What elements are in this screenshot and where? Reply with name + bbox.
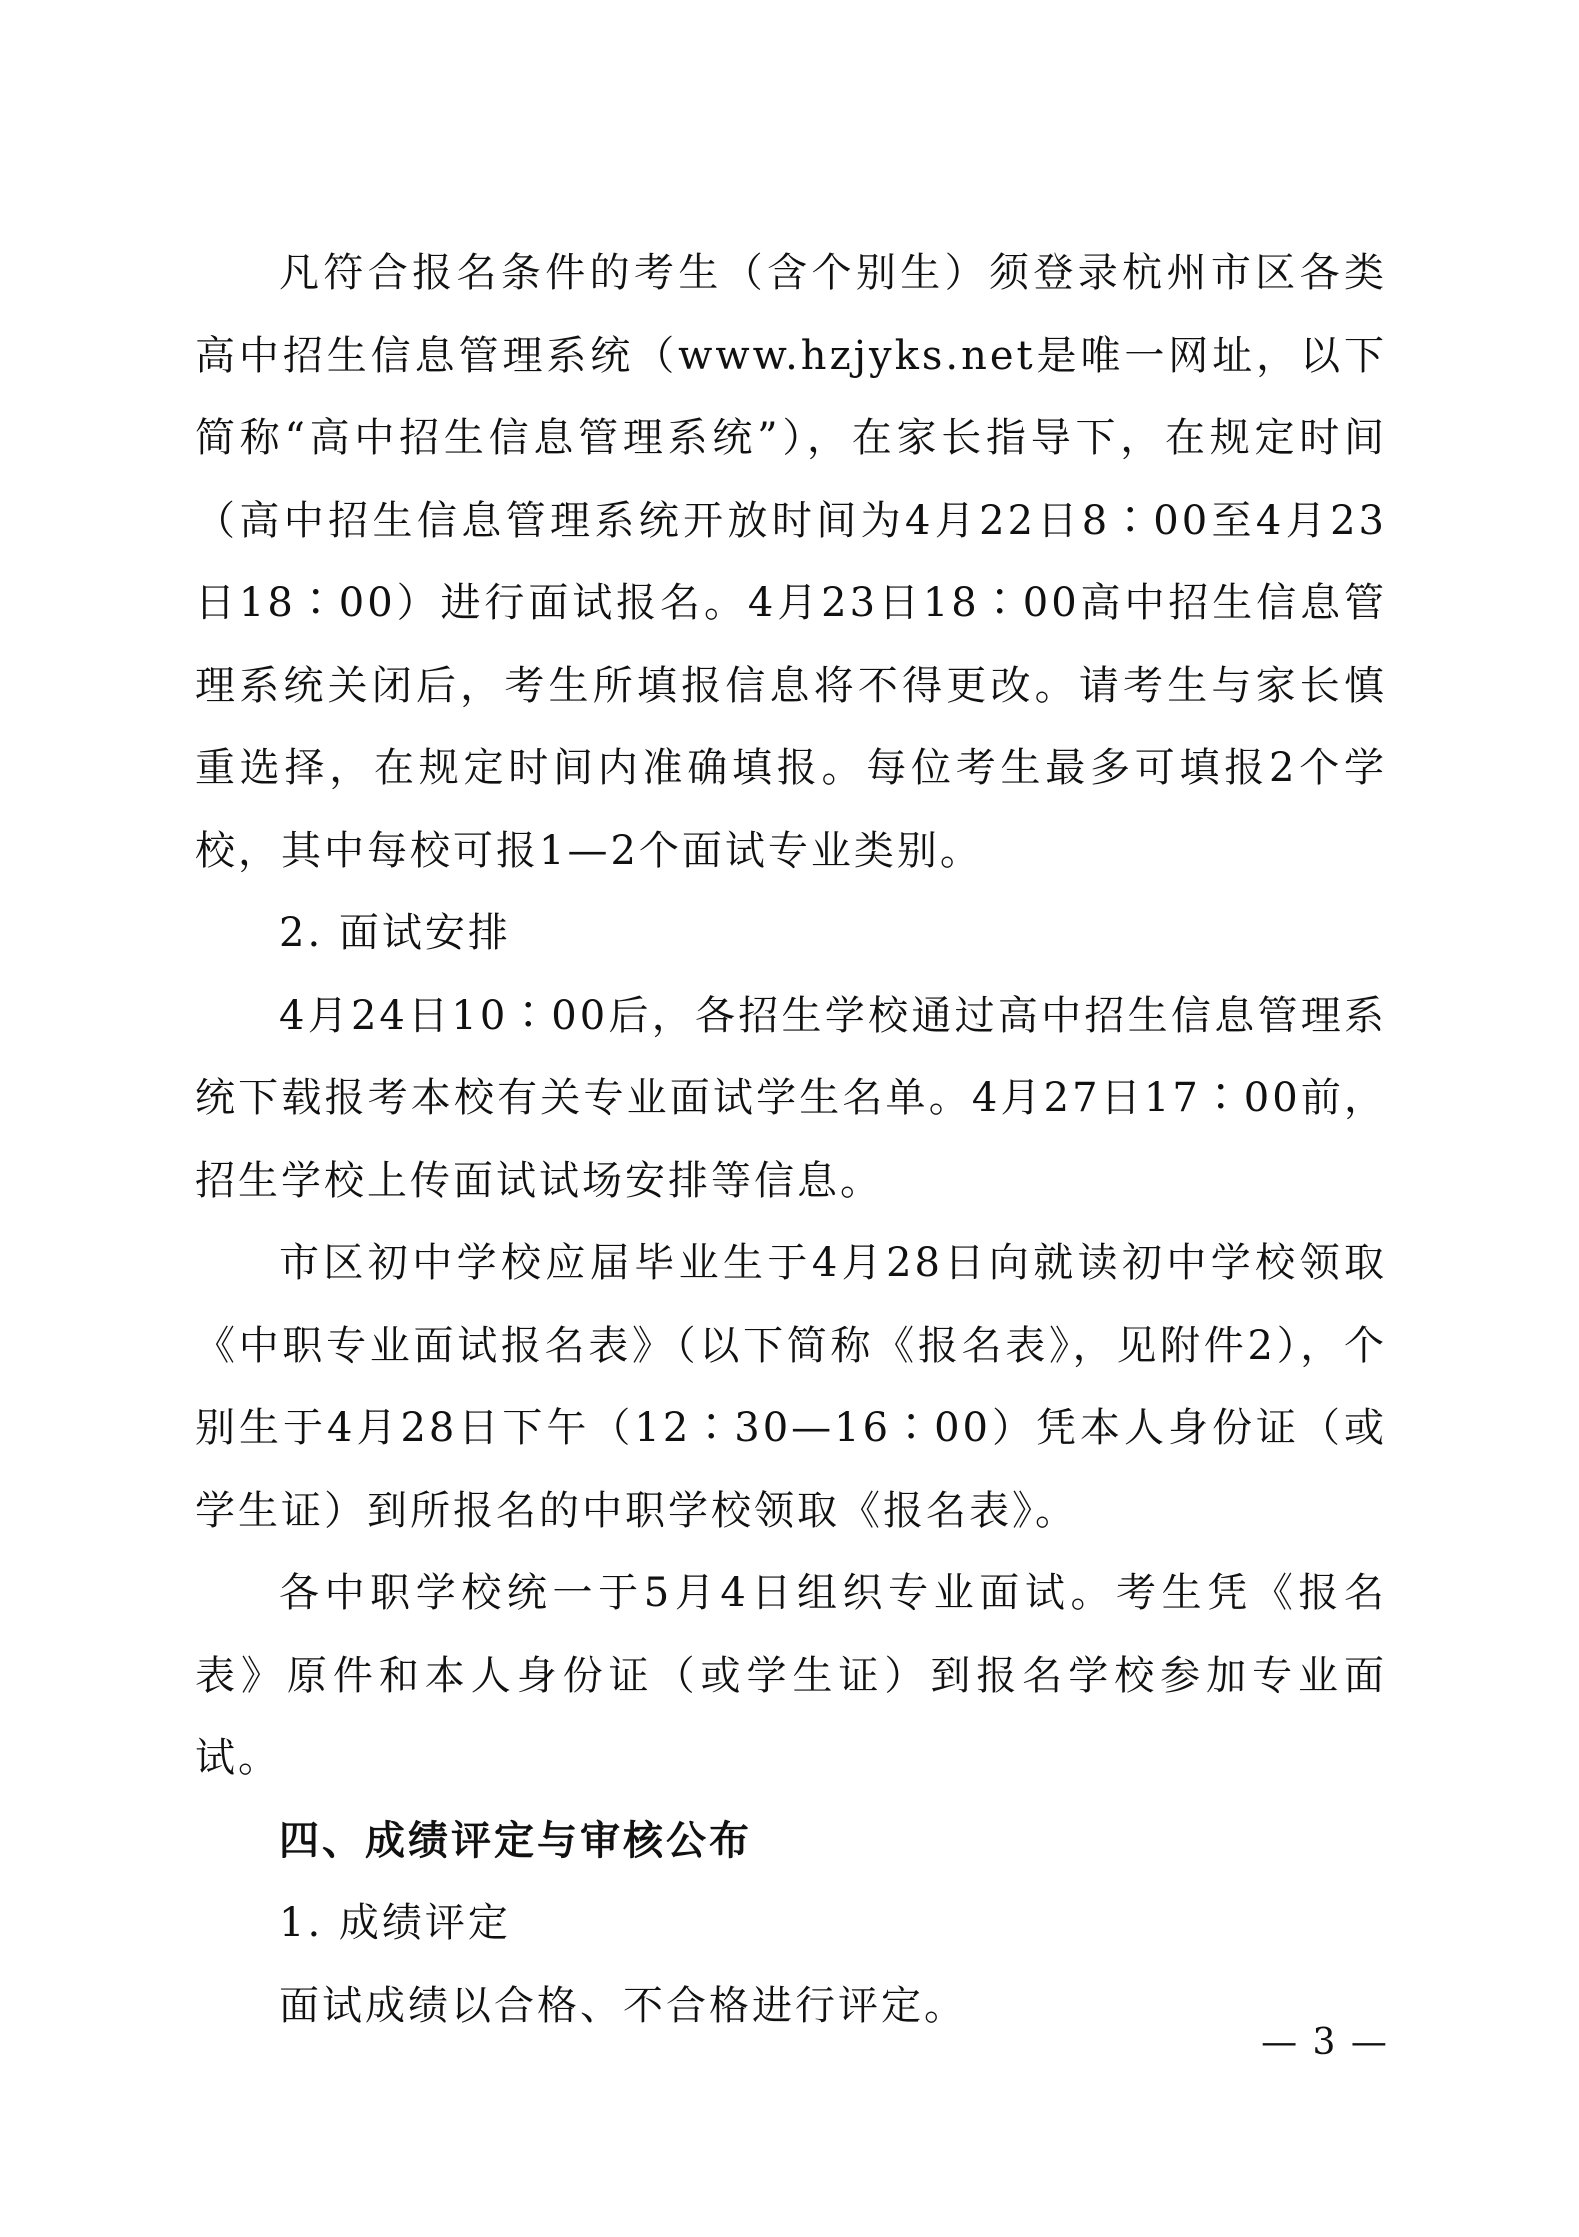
paragraph-interview-list: 4月24日10∶00后，各招生学校通过高中招生信息管理系统下载报考本校有关专业面试学生名单。4月27日17∶00前，招生学校上传面试试场安排等信息。 <box>195 992 1387 1204</box>
paragraph-registration: 凡符合报名条件的考生（含个别生）须登录杭州市区各类高中招生信息管理系统（www.hzjyks.net是唯一网址，以下简称“高中招生信息管理系统”），在家长指导下，在规定时间（高中招生信息管理系统开放时间为4月22日8∶00至4月23日18∶00）进行面试报名。4月23日18∶00高中招生信息管理系统关闭后，考生所填报信息将不得更改。请考生与家长慎重选择，在规定时间内准确填报。每位考生最多可填报2个学校，其中每校可报1—2个面试专业类别。 <box>195 250 1387 874</box>
paragraph-registration-form: 市区初中学校应届毕业生于4月28日向就读初中学校领取《中职专业面试报名表》（以下简称《报名表》，见附件2），个别生于4月28日下午（12∶30—16∶00）凭本人身份证（或学生证）到所报名的中职学校领取《报名表》。 <box>195 1240 1387 1534</box>
paragraph-score-rule: 面试成绩以合格、不合格进行评定。 <box>279 1982 967 2029</box>
document-body <box>195 232 1387 2047</box>
section-heading-evaluation: 四、成绩评定与审核公布 <box>279 1817 752 1864</box>
subheading-interview-arrangement: 2. 面试安排 <box>279 910 511 956</box>
subheading-score-evaluation: 1. 成绩评定 <box>279 1900 511 1946</box>
page-number: — 3 — <box>1261 2022 1389 2063</box>
paragraph-interview-date: 各中职学校统一于5月4日组织专业面试。考生凭《报名表》原件和本人身份证（或学生证）到报名学校参加专业面试。 <box>195 1570 1387 1781</box>
